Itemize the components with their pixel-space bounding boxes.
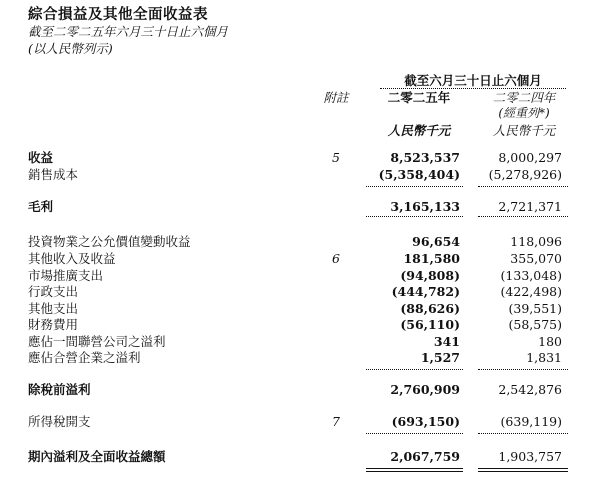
row-label: 所得稅開支 (28, 414, 91, 429)
value-2025: 181,580 (403, 251, 460, 266)
period-header: 截至六月三十日止六個月 (404, 73, 542, 88)
table-row (0, 317, 600, 333)
subtotal-rule (478, 433, 568, 434)
table-row (0, 334, 600, 350)
row-label: 其他收入及收益 (28, 251, 116, 266)
value-2024: 8,000,297 (498, 150, 562, 165)
value-2025: (444,782) (391, 284, 460, 299)
row-label: 行政支出 (28, 284, 79, 299)
row-label: 市場推廣支出 (28, 268, 104, 283)
value-2024: 2,542,876 (498, 382, 562, 397)
value-2025: 341 (433, 334, 460, 349)
row-label: 收益 (28, 150, 54, 165)
row-note: 5 (332, 150, 340, 165)
value-2024: 2,721,371 (498, 199, 562, 214)
value-2024: (422,498) (500, 284, 562, 299)
value-2025: 8,523,537 (390, 150, 460, 165)
table-row (0, 301, 600, 317)
value-2025: 1,527 (420, 350, 460, 365)
subtotal-rule (366, 216, 463, 217)
year-2024-header: 二零二四年 (492, 90, 556, 105)
table-row (0, 284, 600, 300)
row-label: 投資物業之公允價值變動收益 (28, 234, 191, 249)
row-label: 應佔合營企業之溢利 (28, 350, 141, 365)
value-2024: 118,096 (510, 234, 562, 249)
row-note: 6 (332, 251, 340, 266)
value-2025: (94,808) (400, 268, 460, 283)
value-2024: (639,119) (500, 414, 562, 429)
row-label: 財務費用 (28, 317, 79, 332)
total-double-rule (478, 468, 568, 472)
subtotal-rule (366, 433, 463, 434)
value-2025: 3,165,133 (390, 199, 460, 214)
unit-2024-header: 人民幣千元 (492, 123, 556, 138)
value-2025: (693,150) (391, 414, 460, 429)
row-label: 除稅前溢利 (28, 382, 91, 397)
note-column-header: 附註 (323, 90, 349, 105)
table-row (0, 350, 600, 366)
value-2024: (58,575) (508, 317, 562, 332)
value-2025: 96,654 (412, 234, 460, 249)
currency-note: (以人民幣列示) (28, 41, 113, 56)
value-2025: (56,110) (400, 317, 460, 332)
subtotal-rule (366, 186, 463, 187)
table-row (0, 199, 600, 215)
row-label: 應佔一間聯營公司之溢利 (28, 334, 166, 349)
row-note: 7 (332, 414, 340, 429)
value-2024: (5,278,926) (488, 167, 562, 182)
value-2024: 355,070 (510, 251, 562, 266)
subtotal-rule (478, 369, 568, 370)
value-2024: (133,048) (500, 268, 562, 283)
table-row (0, 251, 600, 267)
table-row (0, 382, 600, 398)
value-2024: 1,831 (526, 350, 562, 365)
period-subtitle: 截至二零二五年六月三十日止六個月 (28, 24, 229, 39)
value-2025: (88,626) (400, 301, 460, 316)
row-label: 銷售成本 (28, 167, 79, 182)
value-2025: (5,358,404) (378, 167, 460, 182)
value-2024: 180 (538, 334, 562, 349)
year-2025-header: 二零二五年 (387, 90, 451, 105)
row-label: 毛利 (28, 199, 54, 214)
subtotal-rule (478, 186, 568, 187)
value-2025: 2,067,759 (390, 449, 460, 464)
subtotal-rule (366, 369, 463, 370)
subtotal-rule (478, 216, 568, 217)
table-row (0, 414, 600, 430)
total-double-rule (366, 468, 463, 472)
row-label: 期內溢利及全面收益總額 (28, 449, 166, 464)
unit-2025-header: 人民幣千元 (387, 123, 451, 138)
table-row (0, 150, 600, 166)
table-row (0, 234, 600, 250)
table-row (0, 268, 600, 284)
statement-title: 綜合損益及其他全面收益表 (28, 6, 208, 23)
value-2024: 1,903,757 (498, 449, 562, 464)
restated-note: (經重列*) (498, 106, 550, 120)
row-label: 其他支出 (28, 301, 79, 316)
value-2024: (39,551) (508, 301, 562, 316)
table-row (0, 167, 600, 183)
value-2025: 2,760,909 (390, 382, 460, 397)
table-row (0, 449, 600, 465)
